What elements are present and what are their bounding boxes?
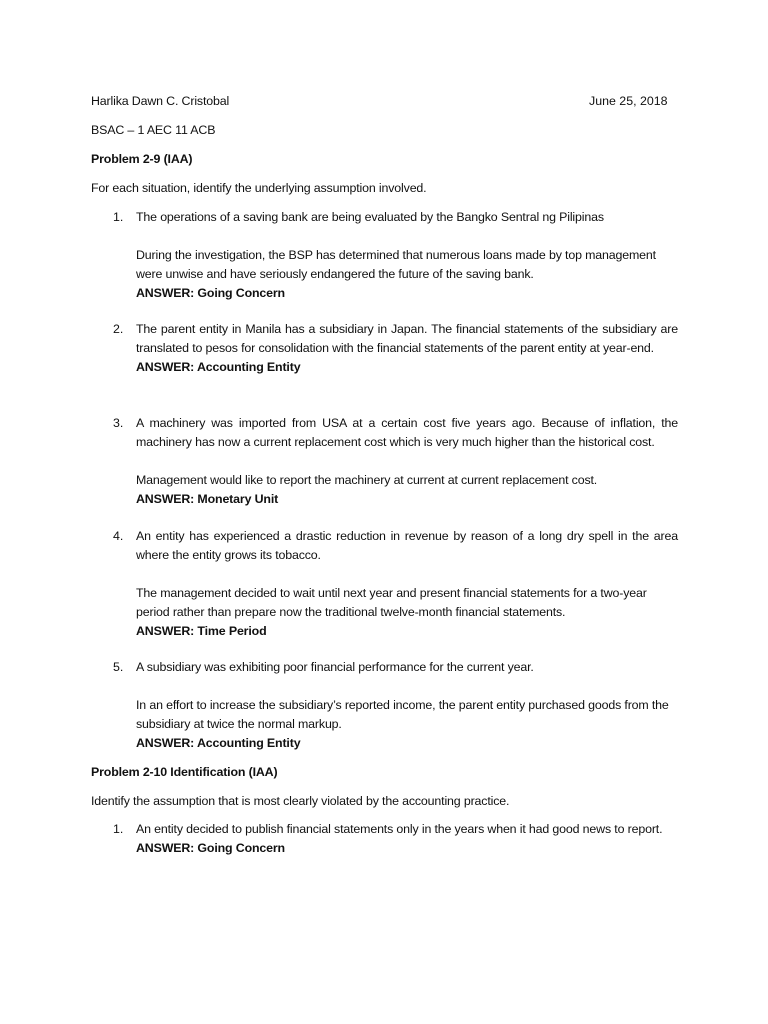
item-text: In an effort to increase the subsidiary’s reported income, the parent entity purchased goods from the subsidiary at twice the normal markup.: [136, 698, 669, 731]
course-code: BSAC – 1 AEC 11 ACB: [91, 123, 216, 137]
list-item: [136, 320, 678, 377]
item-answer: ANSWER: Monetary Unit: [136, 492, 279, 506]
item-number: 3.: [113, 416, 124, 430]
item-number: 2.: [113, 322, 124, 336]
list-item: [136, 414, 678, 509]
item-text: During the investigation, the BSP has determined that numerous loans made by top management were unwise and have seriously endangered the future of the saving bank.: [136, 248, 656, 281]
problem-title: Problem 2-9 (IAA): [91, 152, 193, 166]
item-number: 5.: [113, 660, 124, 674]
item-answer: ANSWER: Accounting Entity: [136, 360, 301, 374]
item-text: The management decided to wait until next year and present financial statements for a two-year period rather than prepare now the traditional twelve-month financial statements.: [136, 586, 647, 619]
item-text: An entity decided to publish financial statements only in the years when it had good news to report.: [136, 822, 663, 836]
list-item: [136, 208, 678, 303]
item-answer: ANSWER: Time Period: [136, 624, 267, 638]
list-item: [136, 658, 678, 753]
item-answer: ANSWER: Going Concern: [136, 841, 285, 855]
item-number: 1.: [113, 210, 124, 224]
document-date: June 25, 2018: [589, 94, 668, 108]
list-item: [136, 527, 678, 641]
item-text: A machinery was imported from USA at a certain cost five years ago. Because of inflation, the machinery has now a current replacement cost which is very much higher than the historical cost.: [136, 416, 678, 449]
item-text: The parent entity in Manila has a subsidiary in Japan. The financial statements of the subsidiary are translated to pesos for consolidation with the financial statements of the parent entity at year-end.: [136, 322, 678, 355]
item-answer: ANSWER: Accounting Entity: [136, 736, 301, 750]
item-text: A subsidiary was exhibiting poor financial performance for the current year.: [136, 660, 534, 674]
item-number: 4.: [113, 529, 124, 543]
item-text: An entity has experienced a drastic reduction in revenue by reason of a long dry spell in the area where the entity grows its tobacco.: [136, 529, 678, 562]
problem-instruction: For each situation, identify the underlying assumption involved.: [91, 181, 427, 195]
student-name: Harlika Dawn C. Cristobal: [91, 94, 230, 108]
problem-instruction: Identify the assumption that is most clearly violated by the accounting practice.: [91, 794, 510, 808]
problem-title: Problem 2-10 Identification (IAA): [91, 765, 278, 779]
item-number: 1.: [113, 822, 124, 836]
item-answer: ANSWER: Going Concern: [136, 286, 285, 300]
item-text: The operations of a saving bank are being evaluated by the Bangko Sentral ng Pilipinas: [136, 210, 604, 224]
list-item: [136, 820, 678, 858]
item-text: Management would like to report the machinery at current at current replacement cost.: [136, 473, 598, 487]
